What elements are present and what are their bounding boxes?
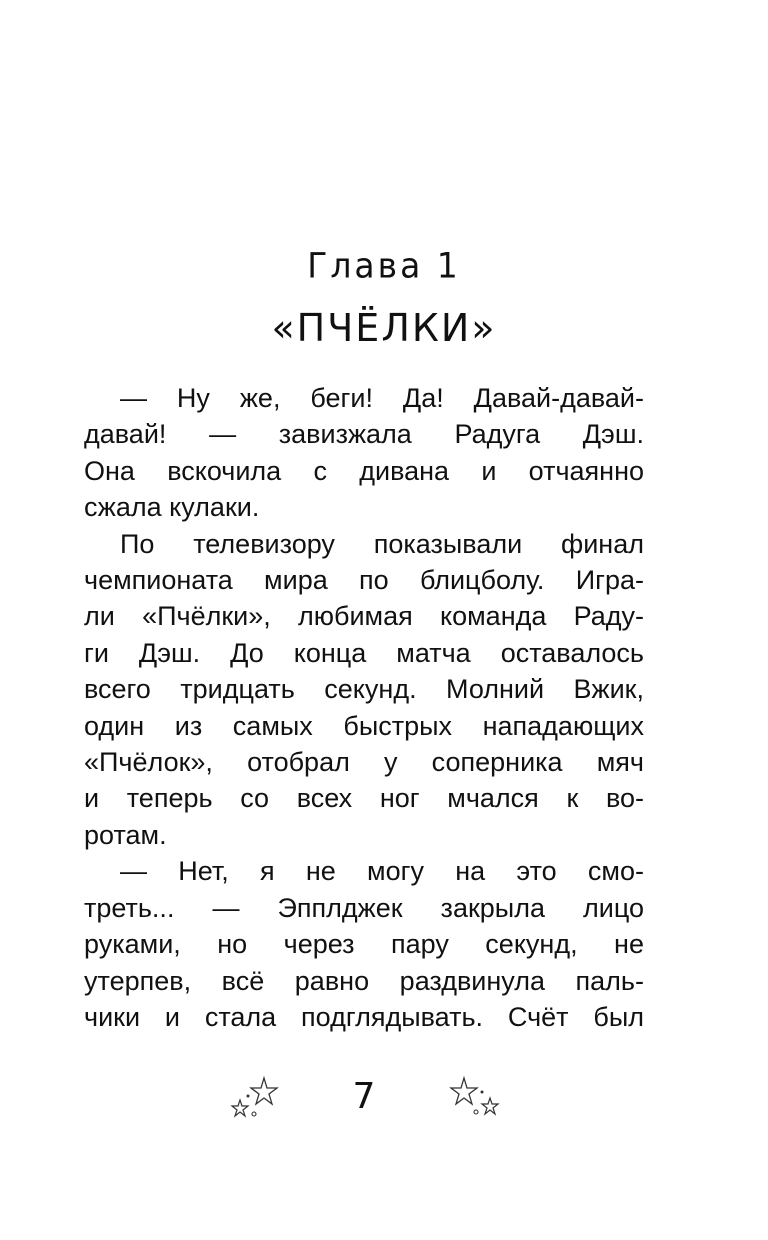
- text-line: треть... — Эпплджек закрыла лицо: [84, 892, 644, 923]
- text-line: ротам.: [84, 819, 167, 850]
- paragraph: [84, 380, 644, 526]
- text-line: всего тридцать секунд. Молний Вжик,: [84, 674, 644, 705]
- text-line: давай! — завизжала Радуга Дэш.: [84, 419, 644, 450]
- page-footer: [0, 1072, 768, 1122]
- text-line: — Нет, я не могу на это смо-: [120, 856, 644, 887]
- text-line: ги Дэш. До конца матча оставалось: [84, 637, 644, 668]
- text-line: и теперь со всех ног мчался к во-: [84, 783, 644, 814]
- chapter-label: Глава 1: [307, 245, 461, 286]
- text-line: Она вскочила с дивана и отчаянно: [84, 455, 644, 486]
- text-line: чики и стала подглядывать. Счёт был: [84, 1001, 644, 1032]
- paragraph: [84, 853, 644, 1035]
- text-line: По телевизору показывали финал: [120, 528, 644, 559]
- text-line: «Пчёлок», отобрал у соперника мяч: [84, 747, 644, 778]
- chapter-title: «ПЧЁЛКИ»: [271, 306, 497, 350]
- text-line: утерпев, всё равно раздвинула паль-: [84, 965, 644, 996]
- paragraph: [84, 526, 644, 854]
- text-line: ли «Пчёлки», любимая команда Раду-: [84, 601, 644, 632]
- stars-icon: [446, 1076, 502, 1125]
- text-line: один из самых быстрых нападающих: [84, 710, 644, 741]
- text-line: сжала кулаки.: [84, 492, 260, 523]
- text-body: [84, 380, 644, 1035]
- stars-icon: [226, 1076, 282, 1125]
- text-line: руками, но через пару секунд, не: [84, 929, 644, 960]
- text-line: — Ну же, беги! Да! Давай-давай-: [120, 383, 644, 413]
- page-number: 7: [352, 1076, 376, 1117]
- text-line: чемпионата мира по блицболу. Игра-: [84, 565, 644, 596]
